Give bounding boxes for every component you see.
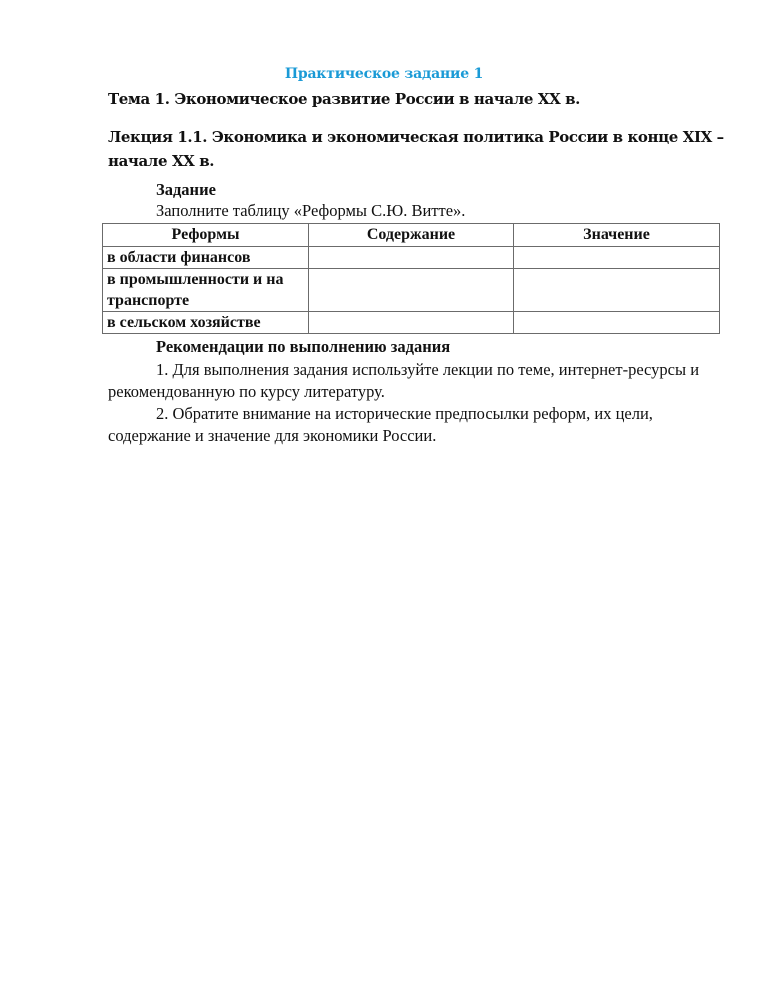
meaning-cell[interactable]	[514, 269, 720, 312]
table-header-row	[103, 224, 720, 247]
reform-cell: в области финансов	[103, 247, 309, 269]
lecture-heading: Лекция 1.1. Экономика и экономическая политика России в конце XIX – начале XX в.	[108, 128, 724, 170]
recommendation-item: 2. Обратите внимание на исторические предпосылки реформ, их цели, содержание и значение для экономики России.	[108, 404, 653, 445]
recommendations-label: Рекомендации по выполнению задания	[156, 337, 451, 356]
meaning-cell[interactable]	[514, 247, 720, 269]
topic-heading: Тема 1. Экономическое развитие России в начале XX в.	[108, 90, 580, 108]
task-text: Заполните таблицу «Реформы С.Ю. Витте».	[156, 201, 466, 220]
reform-cell: в сельском хозяйстве	[103, 312, 309, 334]
meaning-cell[interactable]	[514, 312, 720, 334]
table-row	[103, 312, 720, 334]
content-cell[interactable]	[309, 312, 514, 334]
table-row	[103, 269, 720, 312]
document-title: Практическое задание 1	[284, 66, 484, 82]
content-cell[interactable]	[309, 269, 514, 312]
reform-cell: в промышленности и на транспорте	[103, 269, 309, 312]
content-cell[interactable]	[309, 247, 514, 269]
header-content: Содержание	[309, 224, 514, 247]
reforms-table	[102, 223, 720, 334]
header-meaning: Значение	[514, 224, 720, 247]
recommendation-item: 1. Для выполнения задания используйте лекции по теме, интернет-ресурсы и рекомендованную по курсу литературу.	[108, 360, 700, 401]
table-row	[103, 247, 720, 269]
task-label: Задание	[156, 180, 216, 199]
header-reforms: Реформы	[103, 224, 309, 247]
